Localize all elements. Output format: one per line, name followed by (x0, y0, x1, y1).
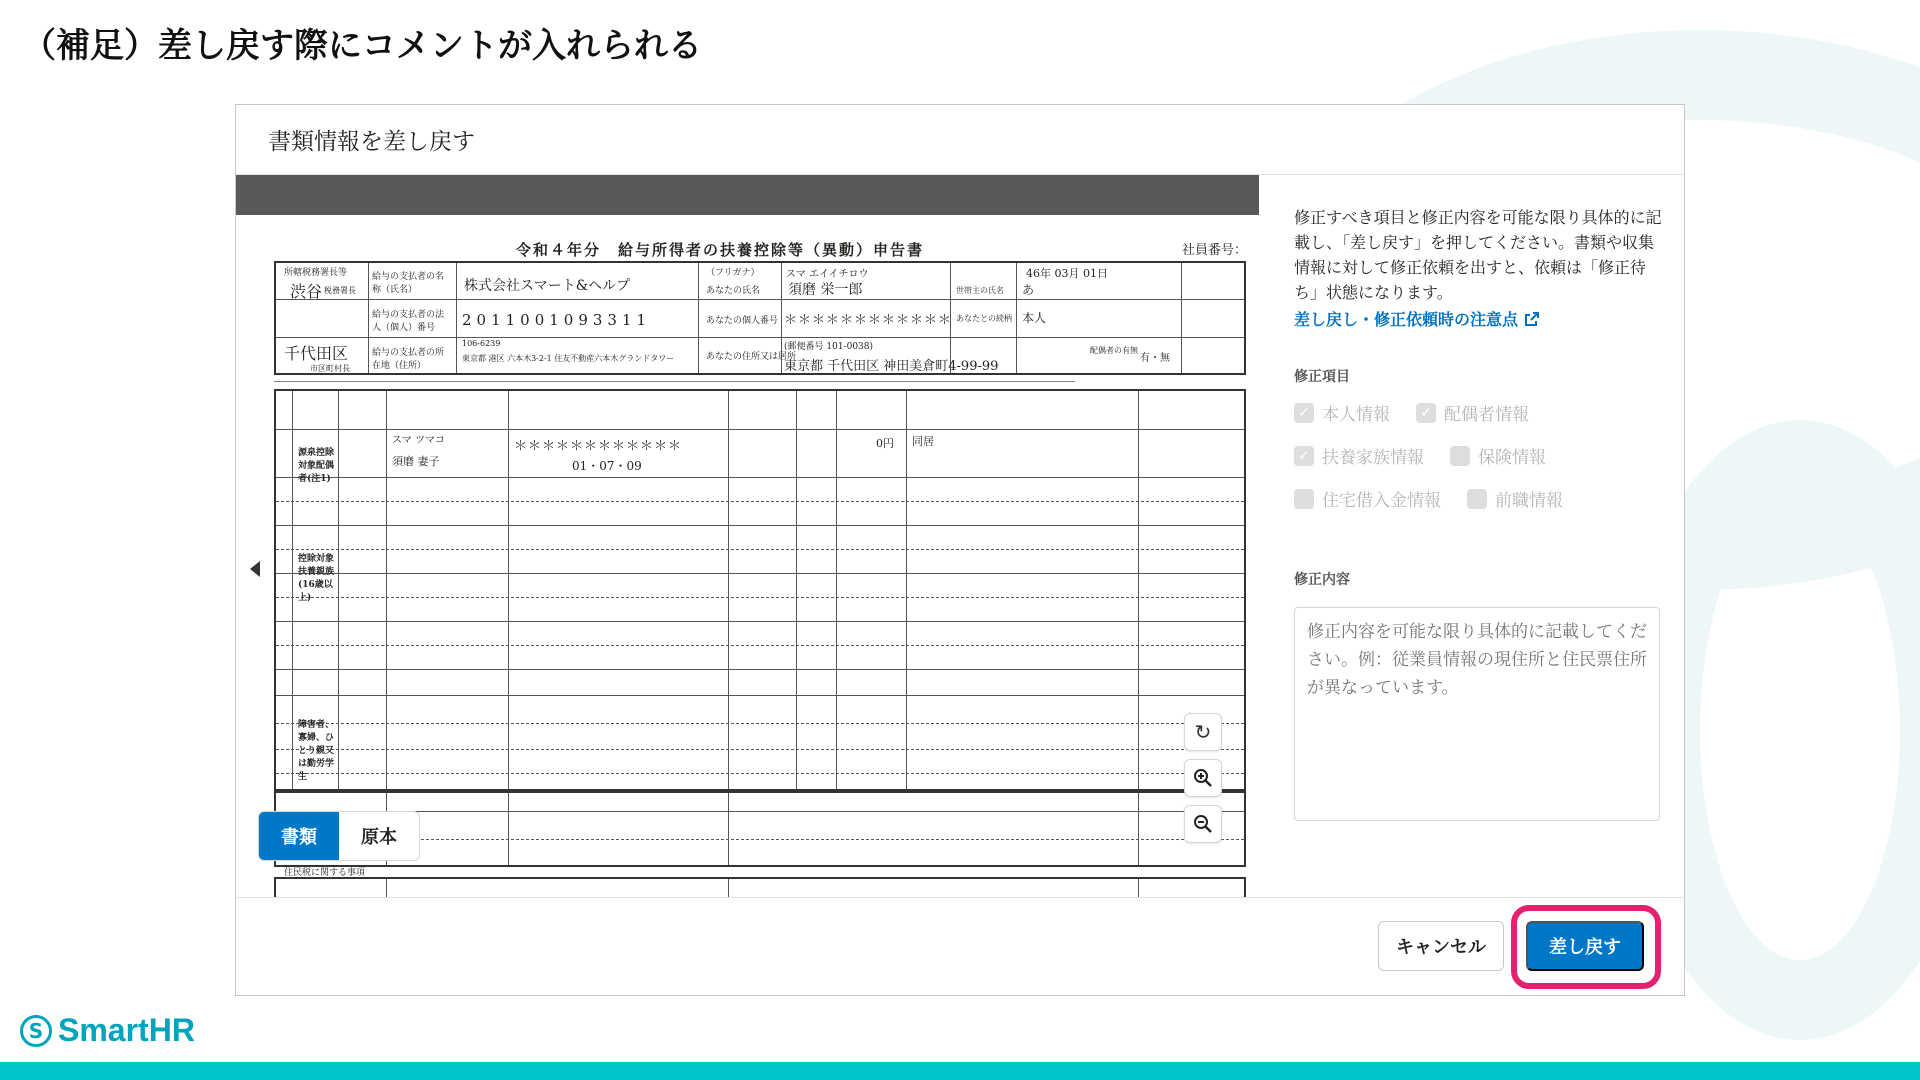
payer-corp-no: 2011001093311 (462, 311, 652, 329)
rotate-button[interactable] (1184, 713, 1222, 751)
item-previous-job-info[interactable] (1467, 486, 1563, 511)
smarthr-logo (20, 1012, 195, 1049)
cancel-button[interactable]: キャンセル (1378, 921, 1504, 971)
tab-original[interactable]: 原本 (361, 827, 397, 848)
resident-tax-block (274, 868, 1246, 897)
return-button[interactable]: 差し戻す (1526, 921, 1644, 971)
address-label: あなたの住所又は居所 (706, 352, 797, 362)
items-row-3 (1294, 486, 1664, 511)
items-row-1 (1294, 400, 1664, 425)
item-housing-loan-info[interactable] (1294, 486, 1441, 511)
help-link[interactable] (1294, 307, 1540, 330)
preview-view-switch (258, 811, 420, 861)
slide-title: （補足）差し戻す際にコメントが入れられる (22, 26, 702, 66)
highlight-annotation (1511, 905, 1661, 989)
section-c-label: 障害者、寡婦、ひとり親又は勤労学生 (298, 720, 335, 782)
item-dependents-info[interactable] (1294, 443, 1424, 468)
name-label: あなたの氏名 (706, 286, 761, 296)
dialog-header (236, 105, 1684, 175)
zoom-out-button[interactable] (1184, 805, 1222, 843)
item-label: 扶養家族情報 (1322, 448, 1424, 468)
external-link-icon (1524, 311, 1540, 327)
payer-address: 東京都 港区 六本木3-2-1 住友不動産六本木グランドタワー (462, 354, 675, 363)
rotate-icon: ↻ (1194, 720, 1212, 744)
return-form-panel (1294, 205, 1664, 825)
head: あ (1022, 283, 1035, 297)
logo-text: SmartHR (58, 1012, 195, 1048)
checkbox-empty (1467, 489, 1487, 509)
tax-office: 渋谷 (290, 282, 323, 301)
employee-birth: 46年 03月 01日 (1026, 267, 1108, 280)
furigana: スマ エイイチロウ (786, 269, 869, 280)
zoom-in-icon (1193, 768, 1213, 788)
tax-office-suffix: 税務署長 (324, 286, 356, 295)
item-insurance-info[interactable] (1450, 443, 1546, 468)
item-label: 前職情報 (1495, 491, 1563, 511)
items-label: 修正項目 (1294, 369, 1350, 385)
spouse-furigana: スマ ツマコ (392, 435, 445, 446)
relation: 本人 (1022, 311, 1047, 325)
item-label: 本人情報 (1322, 405, 1390, 425)
spouse-value: 有・無 (1140, 353, 1170, 364)
item-label: 住宅借入金情報 (1322, 491, 1441, 511)
payer-postal: 106-6239 (462, 339, 501, 348)
payer-name: 株式会社スマート&ヘルプ (464, 278, 631, 294)
resident-tax-label: 住民税に関する事項 (284, 868, 366, 878)
document-preview[interactable] (236, 175, 1259, 897)
chevron-left-icon[interactable] (250, 561, 260, 577)
item-spouse-info[interactable] (1416, 400, 1529, 425)
zoom-out-icon (1193, 814, 1213, 834)
spouse-income: 0円 (876, 437, 894, 450)
section-b-label: 控除対象扶養親族(16歳以上) (298, 554, 335, 603)
payer-address-label: 給与の支払者の所在地（住所） (372, 348, 445, 371)
dialog-description: 修正すべき項目と修正内容を可能な限り具体的に記載し、「差し戻す」を押してください。書類や収集情報に対して修正依頼を出すと、依頼は「修正待ち」状態になります。 (1294, 208, 1662, 302)
spouse-birth: 01・07・09 (572, 459, 642, 473)
employee-address: 東京都 千代田区 神田美倉町4-99-99 (784, 359, 999, 374)
relation-label: あなたとの続柄 (956, 314, 1012, 323)
checkbox-empty (1294, 489, 1314, 509)
city-suffix: 市区町村長 (310, 364, 350, 373)
city: 千代田区 (284, 344, 349, 363)
correction-content-input[interactable] (1294, 607, 1660, 821)
dependents-block (274, 389, 1246, 791)
form-note: ――――――――――――――――――――――――――――――――――――――――――――――――――――――――――――――――――――――――――――――――――――――――― (274, 377, 1075, 387)
form-title: 令和４年分 給与所得者の扶養控除等（異動）申告書 (516, 241, 925, 259)
section-a-label: 源泉控除対象配偶者(注1) (298, 448, 335, 484)
spouse-address: 同居 (912, 435, 934, 448)
return-document-dialog (235, 104, 1685, 996)
dialog-title: 書類情報を差し戻す (268, 129, 475, 155)
spouse-label: 配偶者の有無 (1090, 346, 1138, 355)
employee-number-label: 社員番号： (1182, 243, 1248, 258)
furigana-label: （フリガナ） (706, 268, 760, 278)
preview-toolbar (236, 175, 1259, 215)
check-icon: ✓ (1294, 403, 1314, 423)
postal-code: (郵便番号 101-0038) (784, 342, 874, 352)
help-link-text: 差し戻し・修正依頼時の注意点 (1294, 310, 1519, 329)
tab-document[interactable]: 書類 (259, 812, 339, 860)
payer-corp-no-label: 給与の支払者の法人（個人）番号 (372, 310, 445, 333)
tax-office-label: 所轄税務署長等 (284, 268, 348, 278)
logo-mark-icon: S (20, 1015, 52, 1047)
spouse-number: ＊＊＊＊＊＊＊＊＊＊＊＊ (514, 439, 683, 454)
item-label: 配偶者情報 (1444, 405, 1529, 425)
zoom-in-button[interactable] (1184, 759, 1222, 797)
form-header-block (274, 261, 1246, 375)
item-label: 保険情報 (1478, 448, 1546, 468)
items-row-2 (1294, 443, 1664, 468)
payer-name-label: 給与の支払者の名称（氏名） (372, 272, 445, 295)
my-number-label: あなたの個人番号 (706, 316, 779, 326)
bottom-accent-bar (0, 1062, 1920, 1080)
content-label: 修正内容 (1294, 572, 1350, 588)
employee-name: 須磨 栄一郎 (788, 282, 863, 298)
check-icon: ✓ (1294, 446, 1314, 466)
check-icon: ✓ (1416, 403, 1436, 423)
spouse-name: 須磨 妻子 (392, 455, 440, 468)
my-number: ＊＊＊＊＊＊＊＊＊＊＊＊ (784, 313, 953, 328)
head-label: 世帯主の氏名 (956, 286, 1004, 295)
checkbox-empty (1450, 446, 1470, 466)
item-personal-info[interactable] (1294, 400, 1390, 425)
